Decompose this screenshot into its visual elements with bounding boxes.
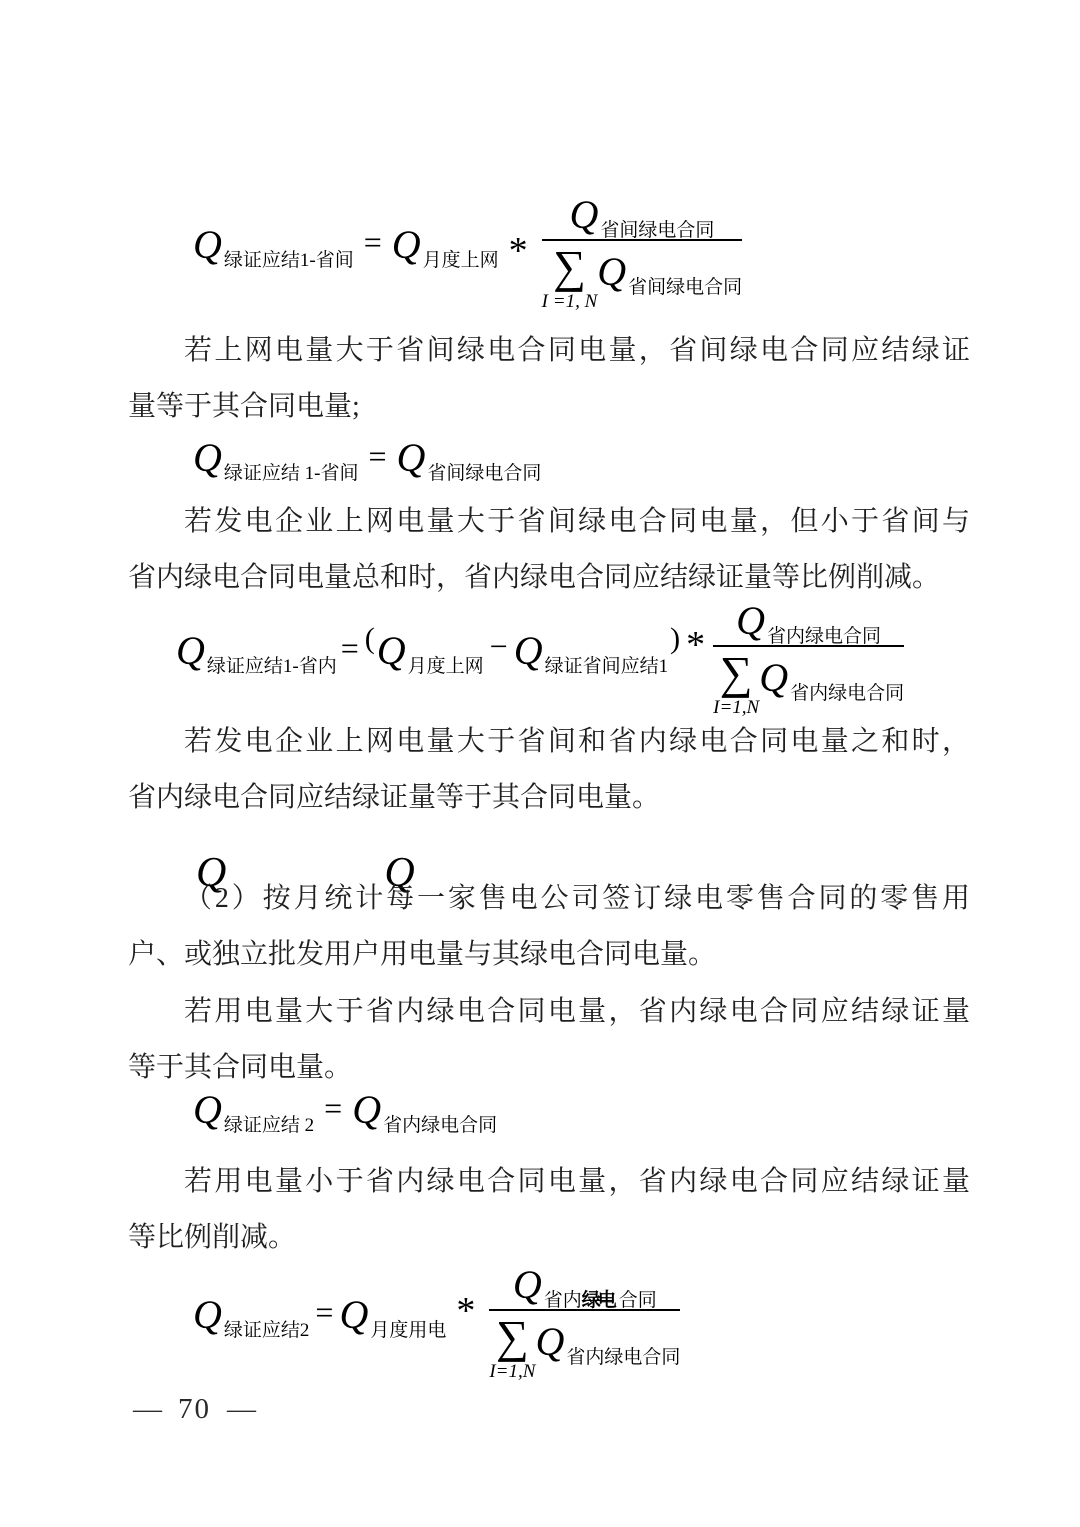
q-subscript: 省间绿电合同 xyxy=(600,220,715,241)
paragraph-exceeds-both-condition xyxy=(128,714,970,826)
multiply-sign: * xyxy=(456,1289,476,1332)
q-symbol: Q xyxy=(376,627,406,673)
formula-term xyxy=(176,627,337,677)
q-subscript: 绿证应结 1-省间 xyxy=(223,463,359,484)
open-paren: ( xyxy=(364,621,375,655)
formula-green-cert-2-equality xyxy=(193,1087,498,1136)
summation xyxy=(489,1311,536,1383)
formula-term xyxy=(339,1291,447,1341)
q-subscript: 绿证省间应结1 xyxy=(544,655,669,677)
q-symbol: Q xyxy=(512,1262,542,1307)
summation-limits: I =1, N xyxy=(541,291,598,312)
formula-interprovincial-equality xyxy=(193,435,542,484)
formula-term xyxy=(352,1087,498,1136)
q-subscript: 省内 xyxy=(543,1290,582,1311)
q-subscript: 省内绿电合同 xyxy=(566,1347,681,1368)
formula-green-cert-interprovincial-ratio xyxy=(193,186,743,312)
formula-term xyxy=(396,435,542,484)
formula-green-cert-2-ratio xyxy=(193,1256,681,1382)
paragraph-interprovincial-condition xyxy=(128,323,970,435)
q-symbol: Q xyxy=(196,850,227,896)
q-symbol: Q xyxy=(193,1087,222,1132)
minus-sign: − xyxy=(489,628,508,665)
q-subscript-strikethrough: 绿电 xyxy=(581,1290,614,1311)
fraction xyxy=(489,1262,681,1383)
fraction-denominator xyxy=(542,241,742,313)
q-subscript: 合同 xyxy=(618,1290,657,1311)
formula-term xyxy=(376,627,484,677)
footer-dash-left: — xyxy=(133,1393,162,1425)
q-subscript: 绿证应结 2 xyxy=(223,1115,315,1136)
paragraph-line: 省内绿电合同电量总和时，省内绿电合同应结绿证量等比例削减。 xyxy=(128,562,941,593)
formula-term xyxy=(193,1087,315,1136)
paragraph-item-2-monthly-statistics xyxy=(128,871,970,983)
q-subscript: 省间绿电合同 xyxy=(427,463,542,484)
q-symbol: Q xyxy=(736,598,766,643)
fraction-numerator xyxy=(503,1262,667,1311)
paragraph-line: （2）按月统计每一家售电公司签订绿电零售合同的零售用 xyxy=(184,883,970,914)
formula-green-cert-intraprovincial-ratio xyxy=(176,592,905,718)
q-subscript: 月度上网 xyxy=(422,249,499,271)
q-subscript: 月度上网 xyxy=(407,655,484,677)
paragraph-line: 等比例削减。 xyxy=(128,1222,297,1253)
q-symbol: Q xyxy=(391,221,421,267)
equals-sign: = xyxy=(368,437,387,474)
sigma-symbol: ∑ xyxy=(553,241,586,292)
q-symbol: Q xyxy=(759,655,789,700)
paragraph-consumption-below-condition xyxy=(128,1154,970,1266)
q-subscript: 省内绿电合同 xyxy=(383,1115,498,1136)
paragraph-line: 量等于其合同电量; xyxy=(128,391,360,422)
multiply-sign: * xyxy=(508,229,528,272)
q-symbol: Q xyxy=(535,1319,565,1364)
multiply-sign: * xyxy=(686,623,706,666)
fraction xyxy=(541,192,743,313)
fraction xyxy=(713,598,905,719)
paragraph-line: 若用电量大于省内绿电合同电量，省内绿电合同应结绿证量 xyxy=(184,996,970,1027)
q-symbol: Q xyxy=(384,850,415,896)
formula-term xyxy=(391,221,499,271)
equals-sign: = xyxy=(363,224,382,261)
sigma-symbol: ∑ xyxy=(719,647,753,698)
fraction-numerator xyxy=(726,598,891,647)
equals-sign: = xyxy=(340,630,359,667)
summation xyxy=(541,241,598,313)
paragraph-between-sums-condition xyxy=(128,494,970,606)
q-subscript: 绿证应结1-省内 xyxy=(206,655,337,677)
formula-term xyxy=(513,627,669,677)
q-subscript: 月度用电 xyxy=(370,1319,447,1341)
paragraph-consumption-exceeds-condition xyxy=(128,984,970,1096)
q-symbol: Q xyxy=(339,1291,369,1337)
q-subscript: 省内绿电合同 xyxy=(790,683,905,704)
paragraph-line: 若发电企业上网电量大于省间绿电合同电量，但小于省间与 xyxy=(184,506,970,537)
q-symbol: Q xyxy=(176,627,205,673)
q-subscript: 绿证应结2 xyxy=(223,1319,310,1341)
formula-term xyxy=(193,435,359,484)
q-symbol: Q xyxy=(597,249,627,294)
equals-sign: = xyxy=(315,1294,334,1331)
summation xyxy=(713,647,760,719)
page-number: 70 xyxy=(178,1393,211,1425)
paragraph-line: 等于其合同电量。 xyxy=(128,1052,353,1083)
summation-limits: I=1,N xyxy=(489,1361,536,1382)
fraction-denominator xyxy=(713,647,904,719)
q-symbol: Q xyxy=(396,435,426,480)
footer-dash-right: — xyxy=(227,1393,256,1425)
fraction-numerator xyxy=(559,192,724,241)
sigma-symbol: ∑ xyxy=(496,1311,529,1362)
paragraph-line: 若发电企业上网电量大于省间和省内绿电合同电量之和时， xyxy=(184,726,970,757)
q-symbol: Q xyxy=(513,627,543,673)
fraction-denominator xyxy=(489,1311,680,1383)
summation-limits: I=1,N xyxy=(713,697,760,718)
clipped-formula-fragment xyxy=(196,850,415,896)
q-symbol: Q xyxy=(193,1291,222,1337)
q-subscript: 省间绿电合同 xyxy=(628,277,743,298)
paragraph-line: 若上网电量大于省间绿电合同电量，省间绿电合同应结绿证 xyxy=(184,335,970,366)
formula-term xyxy=(193,221,354,271)
q-subscript: 绿证应结1-省间 xyxy=(223,249,354,271)
paragraph-line: 若用电量小于省内绿电合同电量，省内绿电合同应结绿证量 xyxy=(184,1166,970,1197)
paragraph-line: 省内绿电合同应结绿证量等于其合同电量。 xyxy=(128,782,661,813)
q-symbol: Q xyxy=(193,435,222,480)
formula-term xyxy=(193,1291,310,1341)
equals-sign: = xyxy=(324,1089,343,1126)
close-paren: ) xyxy=(670,621,681,655)
q-symbol: Q xyxy=(352,1087,382,1132)
q-symbol: Q xyxy=(569,192,599,237)
paragraph-line: 户、或独立批发用户用电量与其绿电合同电量。 xyxy=(128,939,717,970)
page-footer xyxy=(133,1393,256,1426)
q-subscript: 省内绿电合同 xyxy=(767,626,882,647)
q-symbol: Q xyxy=(193,221,222,267)
